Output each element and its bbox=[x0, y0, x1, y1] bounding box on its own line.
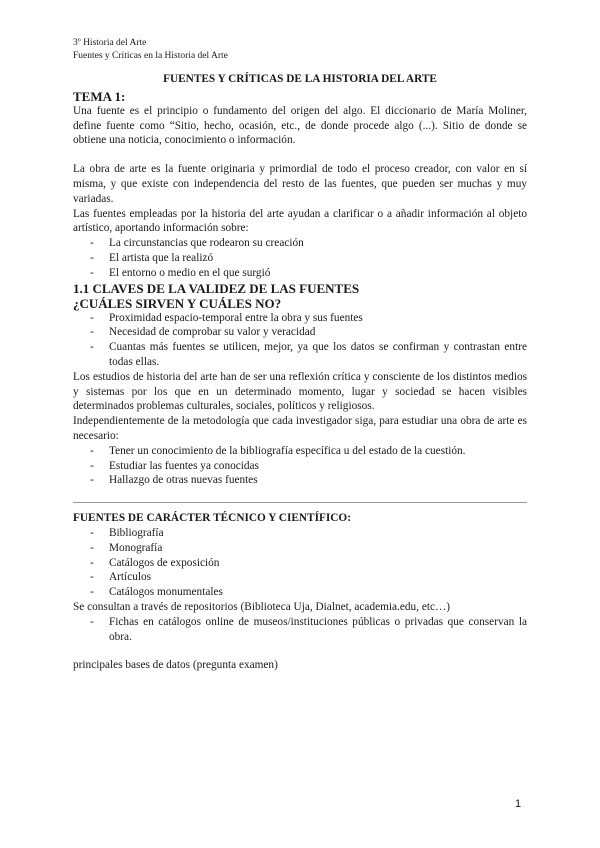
list-item: - Artículos bbox=[73, 570, 527, 585]
header-course: 3º Historia del Arte bbox=[73, 38, 147, 48]
list-informacion bbox=[73, 236, 527, 280]
paragraph-bases-de-datos: principales bases de datos (pregunta examen) bbox=[73, 659, 278, 672]
list-item: - Necesidad de comprobar su valor y veracidad bbox=[73, 325, 527, 340]
tech-heading: FUENTES DE CARÁCTER TÉCNICO Y CIENTÍFICO: bbox=[73, 512, 351, 525]
list-item: - Catálogos monumentales bbox=[73, 585, 527, 600]
list-necesario bbox=[73, 444, 527, 488]
list-item: - Tener un conocimiento de la bibliografía específica u del estado de la cuestión. bbox=[73, 444, 527, 459]
paragraph-metodologia: Independientemente de la metodología que cada investigador siga, para estudiar una obra de arte es necesario: bbox=[73, 415, 527, 442]
document-title: FUENTES Y CRÍTICAS DE LA HISTORIA DEL ARTE bbox=[163, 73, 437, 85]
header-subject: Fuentes y Críticas en la Historia del Arte bbox=[73, 51, 228, 61]
section-question: ¿CUÁLES SIRVEN Y CUÁLES NO? bbox=[73, 295, 282, 311]
paragraph-fuentes-empleadas: Las fuentes empleadas por la historia del arte ayudan a clarificar o a añadir información al objeto artístico, aportando información sobre: bbox=[73, 207, 527, 235]
list-item: - El entorno o medio en el que surgió bbox=[73, 266, 527, 281]
list-item: - Hallazgo de otras nuevas fuentes bbox=[73, 473, 527, 488]
list-item: - El artista que la realizó bbox=[73, 251, 527, 266]
paragraph-obra-de-arte: La obra de arte es la fuente originaria y primordial de todo el proceso creador, con valor en sí misma, y que existe con independencia del resto de las fuentes, que pueden ser muchas y muy variadas. bbox=[73, 163, 527, 205]
list-item: - Bibliografía bbox=[73, 526, 527, 541]
list-item: - Estudiar las fuentes ya conocidas bbox=[73, 459, 527, 474]
spacer bbox=[73, 644, 527, 658]
spacer bbox=[73, 148, 527, 162]
list-item: - La circunstancias que rodearon su creación bbox=[73, 236, 527, 251]
tema-heading: TEMA 1: bbox=[73, 88, 126, 104]
list-item: - Proximidad espacio-temporal entre la obra y sus fuentes bbox=[73, 311, 527, 326]
list-item: - Fichas en catálogos online de museos/instituciones públicas o privadas que conservan la obra. bbox=[73, 615, 527, 645]
list-item: - Cuantas más fuentes se utilicen, mejor, ya que los datos se confirman y contrastan entre todas ellas. bbox=[73, 340, 527, 370]
list-item: - Monografía bbox=[73, 541, 527, 556]
page-number: 1 bbox=[515, 798, 522, 810]
list-fuentes-tecnicas bbox=[73, 526, 527, 600]
document-body bbox=[73, 72, 527, 673]
list-fichas bbox=[73, 615, 527, 645]
intro-paragraph: Una fuente es el principio o fundamento del origen del algo. El diccionario de María Moliner, define fuente como “Sitio, hecho, ocasión, etc., de donde procede algo (...). Sitio de donde se obtiene una noticia, conocimiento o información. bbox=[73, 104, 527, 147]
paragraph-repositorios: Se consultan a través de repositorios (Biblioteca Uja, Dialnet, academia.edu, etc…) bbox=[73, 600, 451, 613]
horizontal-divider bbox=[73, 502, 527, 503]
list-item: - Catálogos de exposición bbox=[73, 556, 527, 571]
list-claves bbox=[73, 311, 527, 370]
section-heading: 1.1 CLAVES DE LA VALIDEZ DE LAS FUENTES bbox=[73, 280, 360, 296]
paragraph-estudios: Los estudios de historia del arte han de ser una reflexión crítica y consciente de los distintos medios y sistemas por los que en un determinado momento, lugar y sociedad se hacen visibles determinados problemas culturales, sociales, políticos y religiosos. bbox=[73, 370, 527, 413]
